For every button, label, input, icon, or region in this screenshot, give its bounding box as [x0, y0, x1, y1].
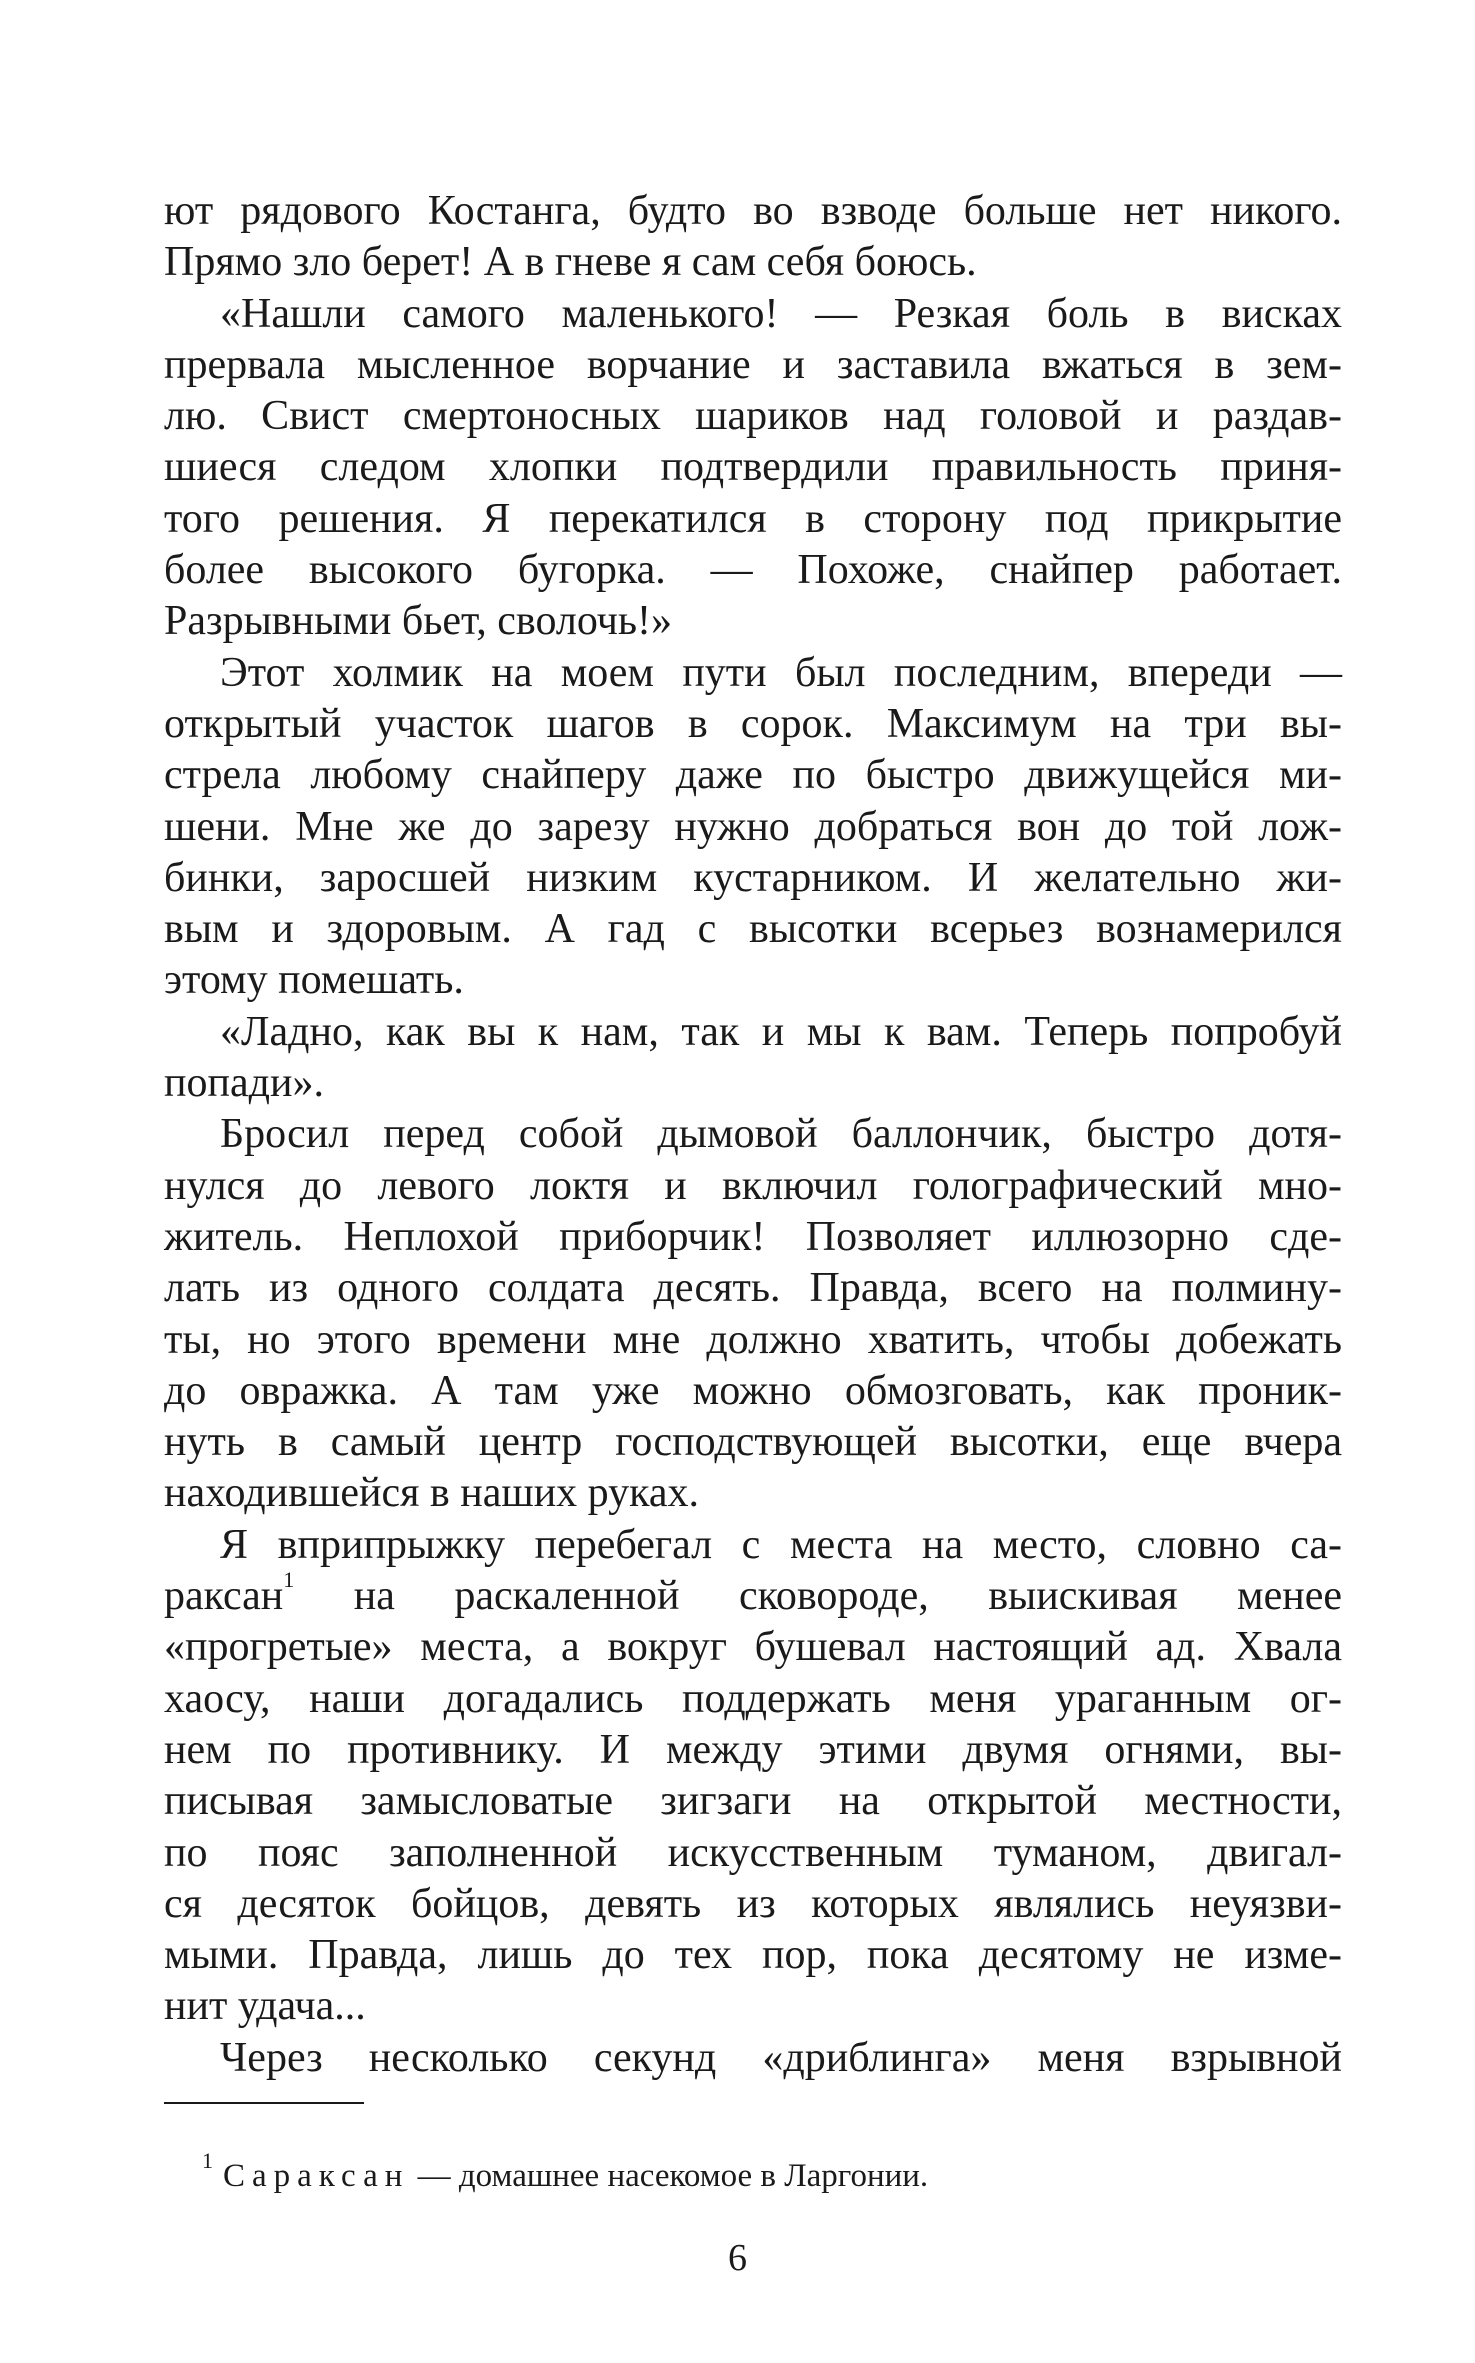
text-line: писывая замысловатые зигзаги на открытой местности,: [164, 1778, 1342, 1825]
footnote-term: Сараксан: [223, 2158, 410, 2194]
text-line: ют рядового Костанга, будто во взводе больше нет никого.: [164, 188, 1342, 234]
text-line: нулся до левого локтя и включил голографический мно-: [164, 1162, 1342, 1209]
text-line: стрела любому снайперу даже по быстро движущейся ми-: [164, 752, 1342, 799]
text-line: вым и здоровым. А гад с высотки всерьез вознамерился: [164, 906, 1342, 953]
text-line: «Нашли самого маленького! — Резкая боль в висках: [220, 290, 1342, 337]
text-line: Через несколько секунд «дриблинга» меня взрывной: [220, 2034, 1342, 2081]
text-line: «Ладно, как вы к нам, так и мы к вам. Теперь попробуй: [220, 1008, 1342, 1055]
text-line: до овражка. А там уже можно обмозговать, как проник-: [164, 1367, 1342, 1414]
text-line: Я вприпрыжку перебегал с места на место, словно са-: [220, 1521, 1342, 1568]
page-number: 6: [728, 2237, 747, 2279]
text-line: шени. Мне же до зарезу нужно добраться вон до той лож-: [164, 803, 1342, 850]
text-line: открытый участок шагов в сорок. Максимум на три вы-: [164, 700, 1342, 747]
text-line: попади».: [164, 1060, 324, 1107]
text-line: более высокого бугорка. — Похоже, снайпер работает.: [164, 547, 1342, 594]
body-text: [164, 186, 1342, 2084]
text-line: прервала мысленное ворчание и заставила вжаться в зем-: [164, 341, 1342, 388]
footnote-reference[interactable]: 1: [283, 1567, 295, 1593]
text-line: Прямо зло берет! А в гневе я сам себя боюсь.: [164, 239, 977, 286]
text-line: того решения. Я перекатился в сторону под прикрытие: [164, 495, 1342, 542]
text-line: Разрывными бьет, сволочь!»: [164, 598, 673, 645]
text-line: бинки, заросшей низким кустарником. И желательно жи-: [164, 854, 1342, 901]
footnote: [202, 2145, 928, 2196]
text-line: находившейся в наших руках.: [164, 1470, 700, 1517]
text-line: лать из одного солдата десять. Правда, всего на полмину-: [164, 1265, 1342, 1312]
text-line: ты, но этого времени мне должно хватить, чтобы добежать: [164, 1316, 1342, 1363]
text-line: по пояс заполненной искусственным туманом, двигал-: [164, 1829, 1342, 1876]
footnote-number: 1: [202, 2148, 213, 2173]
text-line: «прогретые» места, а вокруг бушевал настоящий ад. Хвала: [164, 1624, 1342, 1671]
text-line: нит удача...: [164, 1983, 366, 2030]
text-line: раксан$^1$ на раскаленной сковороде, выискивая менее: [164, 1567, 1342, 1620]
footnote-text: — домашнее насекомое в Ларгонии.: [409, 2158, 929, 2194]
text-line: мыми. Правда, лишь до тех пор, пока десятому не изме-: [164, 1932, 1342, 1979]
text-line: нуть в самый центр господствующей высотки, еще вчера: [164, 1419, 1342, 1466]
text-line: житель. Неплохой приборчик! Позволяет иллюзорно сде-: [164, 1213, 1342, 1260]
text-line: нем по противнику. И между этими двумя огнями, вы-: [164, 1726, 1342, 1773]
footnote-divider: [164, 2102, 364, 2104]
text-line: шиеся следом хлопки подтвердили правильность приня-: [164, 444, 1342, 491]
text-line: Этот холмик на моем пути был последним, впереди —: [220, 649, 1342, 696]
text-line: этому помешать.: [164, 957, 464, 1004]
text-line: Бросил перед собой дымовой баллончик, быстро дотя-: [220, 1111, 1342, 1158]
text-line: лю. Свист смертоносных шариков над головой и раздав-: [164, 393, 1342, 440]
text-line: хаосу, наши догадались поддержать меня ураганным ог-: [164, 1675, 1342, 1722]
text-line: ся десяток бойцов, девять из которых являлись неуязви-: [164, 1880, 1342, 1927]
